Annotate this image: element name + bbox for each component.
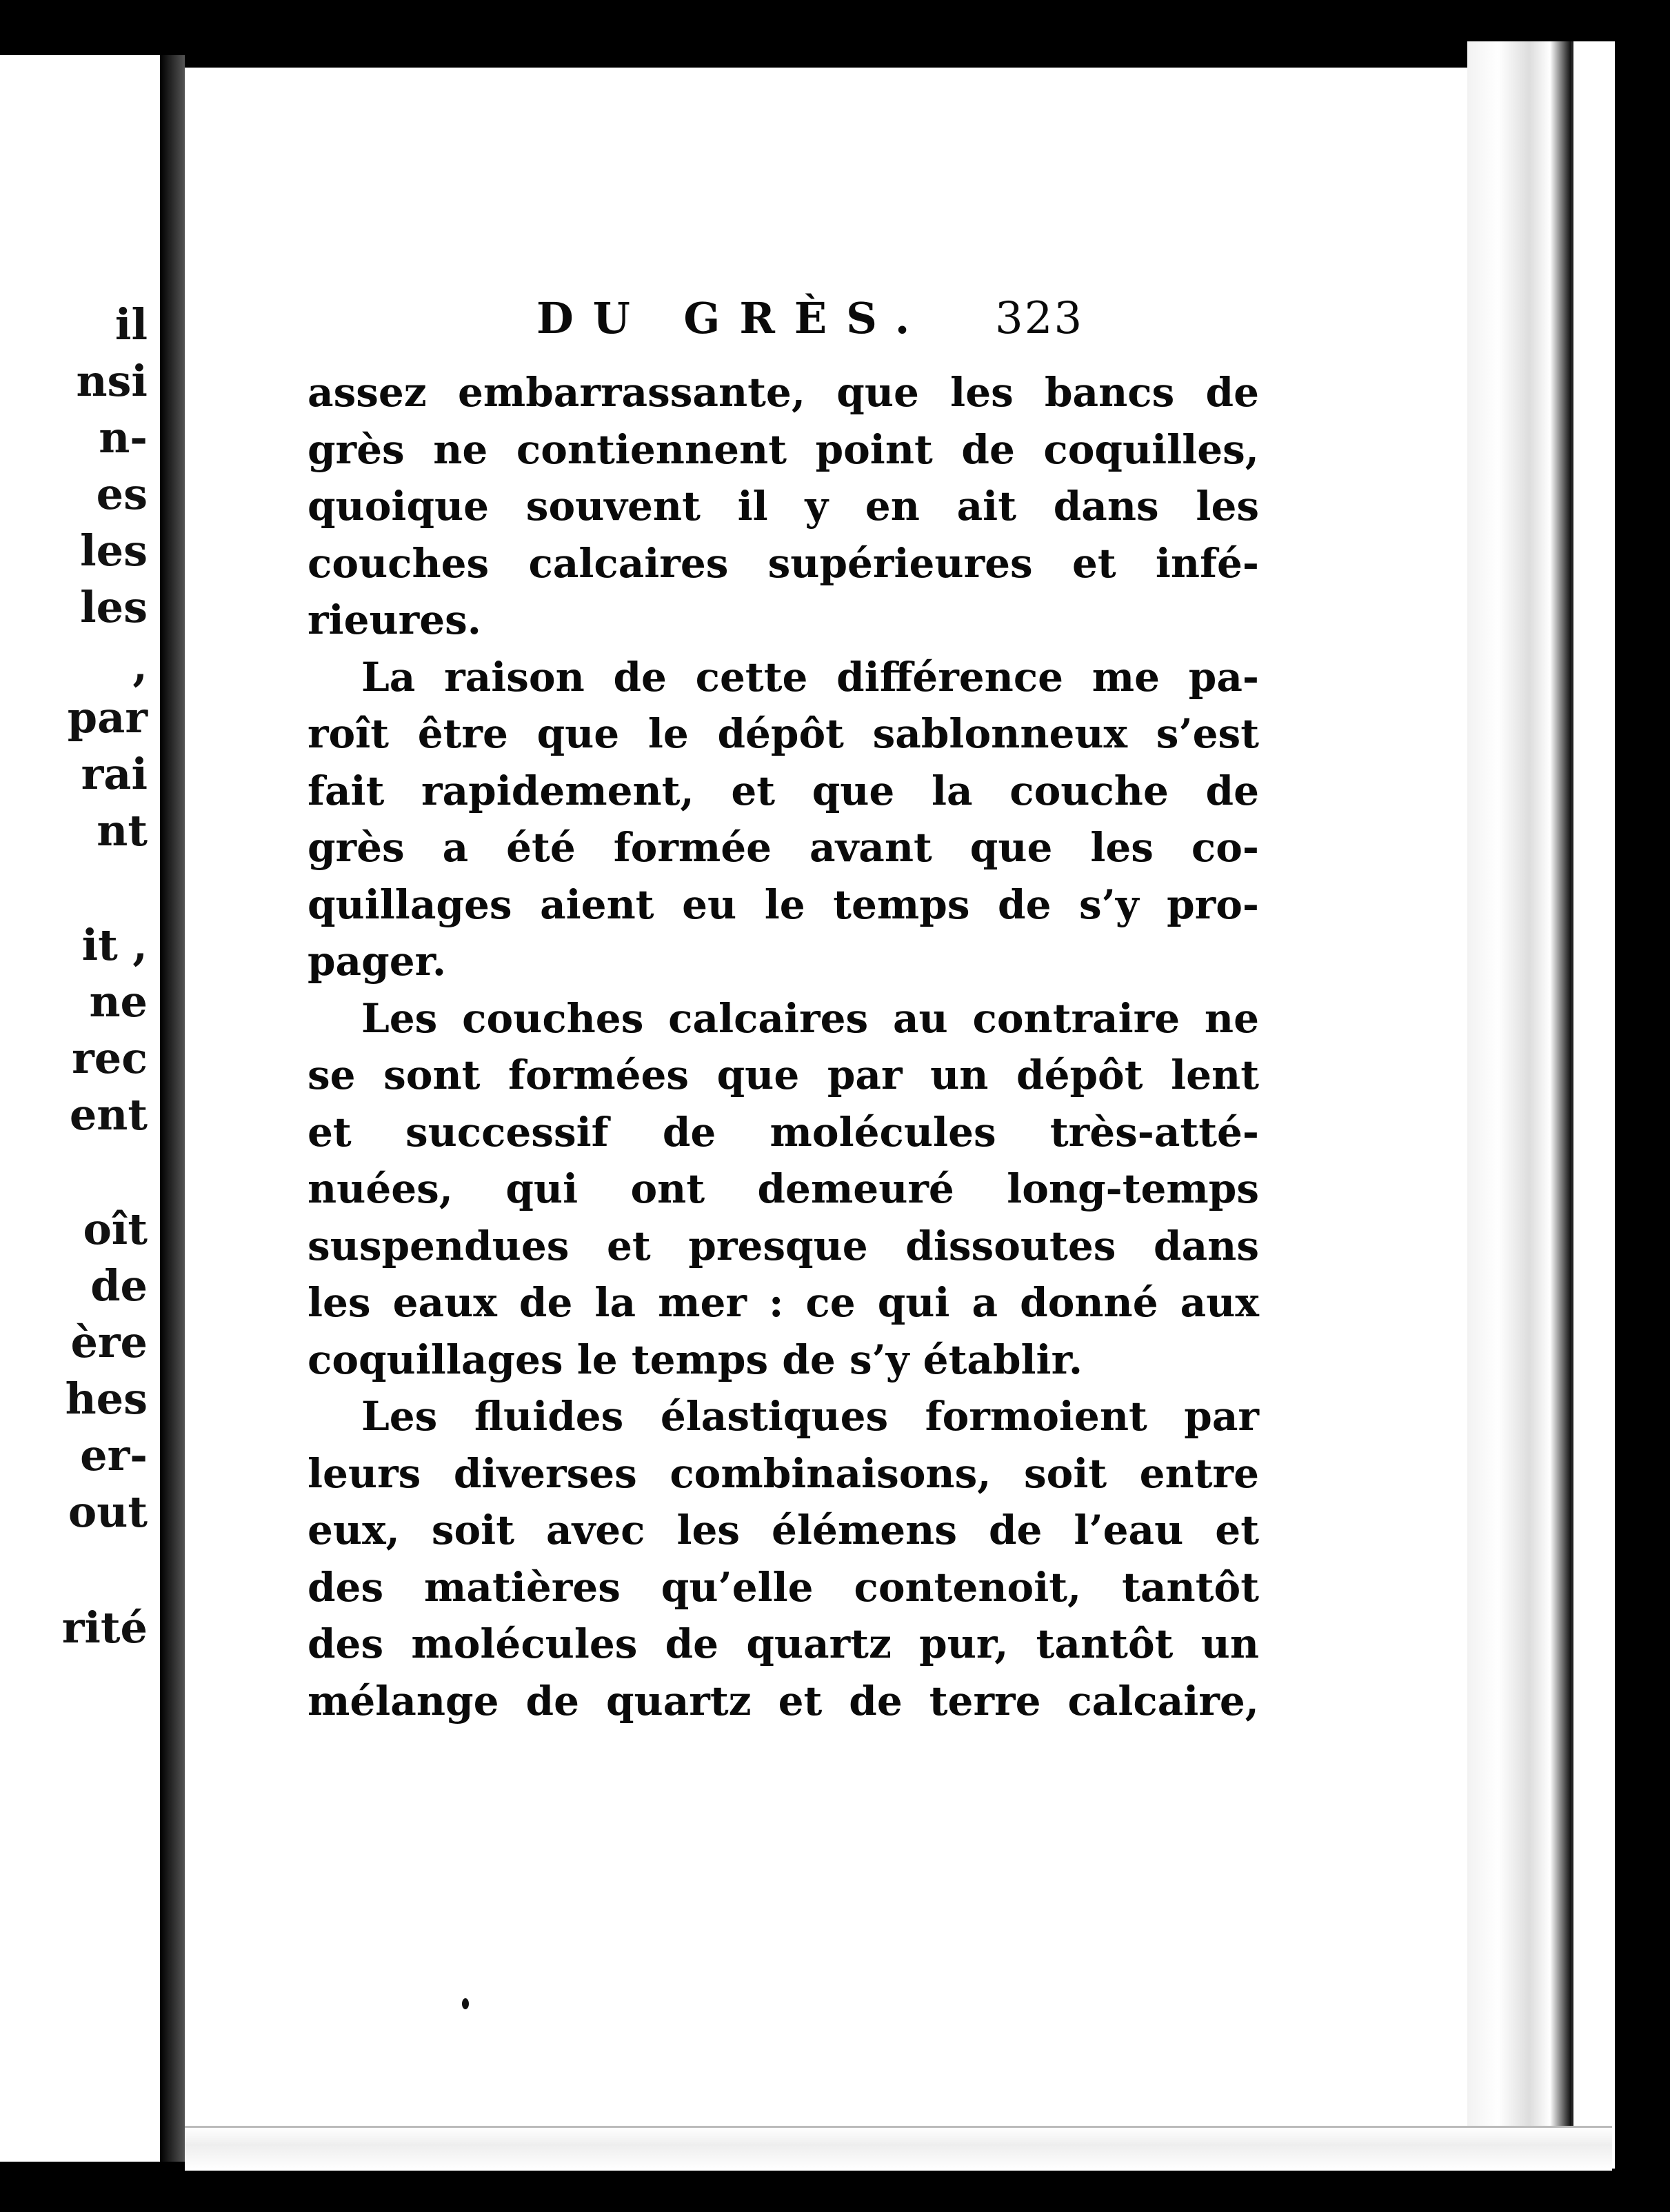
text-line: nuées, qui ont demeuré long-temps: [308, 1165, 1259, 1212]
text-line: La raison de cette différence me pa-: [361, 653, 1259, 701]
left-page-fragment: ent: [69, 1089, 148, 1140]
left-page-fragment: ,: [132, 641, 148, 691]
left-page-fragment: ère: [70, 1317, 148, 1367]
text-line: quoique souvent il y en ait dans les: [308, 483, 1259, 530]
left-page-fragment: de: [90, 1260, 148, 1311]
running-header: [185, 293, 1467, 348]
text-line: roît être que le dépôt sablonneux s’est: [308, 710, 1259, 757]
left-page-fragment: par: [67, 692, 148, 743]
left-page-fragment: it ,: [81, 920, 148, 970]
left-page-fragment: er-: [80, 1430, 148, 1480]
left-page-fragment: rai: [81, 749, 148, 799]
left-page-fragment: nt: [97, 805, 148, 856]
left-page-fragment: il: [114, 299, 148, 350]
ink-speck: [462, 1998, 469, 2009]
page-number: 323: [995, 293, 1084, 344]
left-page-fragment: les: [80, 525, 148, 576]
text-line: assez embarrassante, que les bancs de: [308, 369, 1259, 416]
text-line: pager.: [308, 938, 447, 985]
left-page-fragment: oît: [83, 1204, 148, 1254]
running-title: DU GRÈS.: [536, 293, 929, 343]
text-line: Les couches calcaires au contraire ne: [361, 994, 1259, 1042]
body-text: [308, 364, 1259, 1729]
main-page: [185, 68, 1467, 2126]
text-line: des matières qu’elle contenoit, tantôt: [308, 1563, 1259, 1611]
text-line: se sont formées que par un dépôt lent: [308, 1052, 1259, 1098]
left-page-fragment: es: [96, 469, 148, 519]
text-line: grès ne contiennent point de coquilles,: [308, 425, 1259, 473]
left-facing-page: [0, 55, 160, 2162]
text-line: mélange de quartz et de terre calcaire,: [308, 1677, 1259, 1725]
left-page-fragment: rec: [72, 1033, 148, 1083]
page-bottom-edge: [185, 2126, 1612, 2171]
text-line: suspendues et presque dissoutes dans: [308, 1222, 1259, 1269]
text-line: des molécules de quartz pur, tantôt un: [308, 1620, 1259, 1667]
page-stack-edge-outer: [1571, 41, 1615, 2169]
text-line: leurs diverses combinaisons, soit entre: [308, 1449, 1259, 1497]
text-line: couches calcaires supérieures et infé-: [308, 539, 1259, 587]
left-page-fragment: out: [68, 1487, 148, 1537]
book-gutter: [160, 55, 185, 2162]
left-page-fragment: nsi: [76, 356, 148, 406]
text-line: eux, soit avec les élémens de l’eau et: [308, 1507, 1259, 1554]
text-line: rieures.: [308, 596, 481, 643]
page-stack-edge: [1467, 41, 1571, 2169]
left-page-fragment: rité: [61, 1602, 148, 1653]
text-line: Les fluides élastiques formoient par: [361, 1393, 1259, 1440]
left-page-text-fragments: [0, 55, 160, 2162]
left-page-fragment: ne: [89, 976, 148, 1027]
left-page-fragment: les: [80, 582, 148, 632]
text-line: quillages aient eu le temps de s’y pro-: [308, 881, 1259, 928]
left-page-fragment: hes: [65, 1374, 148, 1424]
left-page-fragment: n-: [99, 412, 148, 463]
text-line: grès a été formée avant que les co-: [308, 824, 1259, 871]
text-line: et successif de molécules très-atté-: [308, 1108, 1259, 1156]
text-line: fait rapidement, et que la couche de: [308, 767, 1259, 814]
text-line: les eaux de la mer : ce qui a donné aux: [308, 1279, 1259, 1326]
text-line: coquillages le temps de s’y établir.: [308, 1336, 1083, 1383]
